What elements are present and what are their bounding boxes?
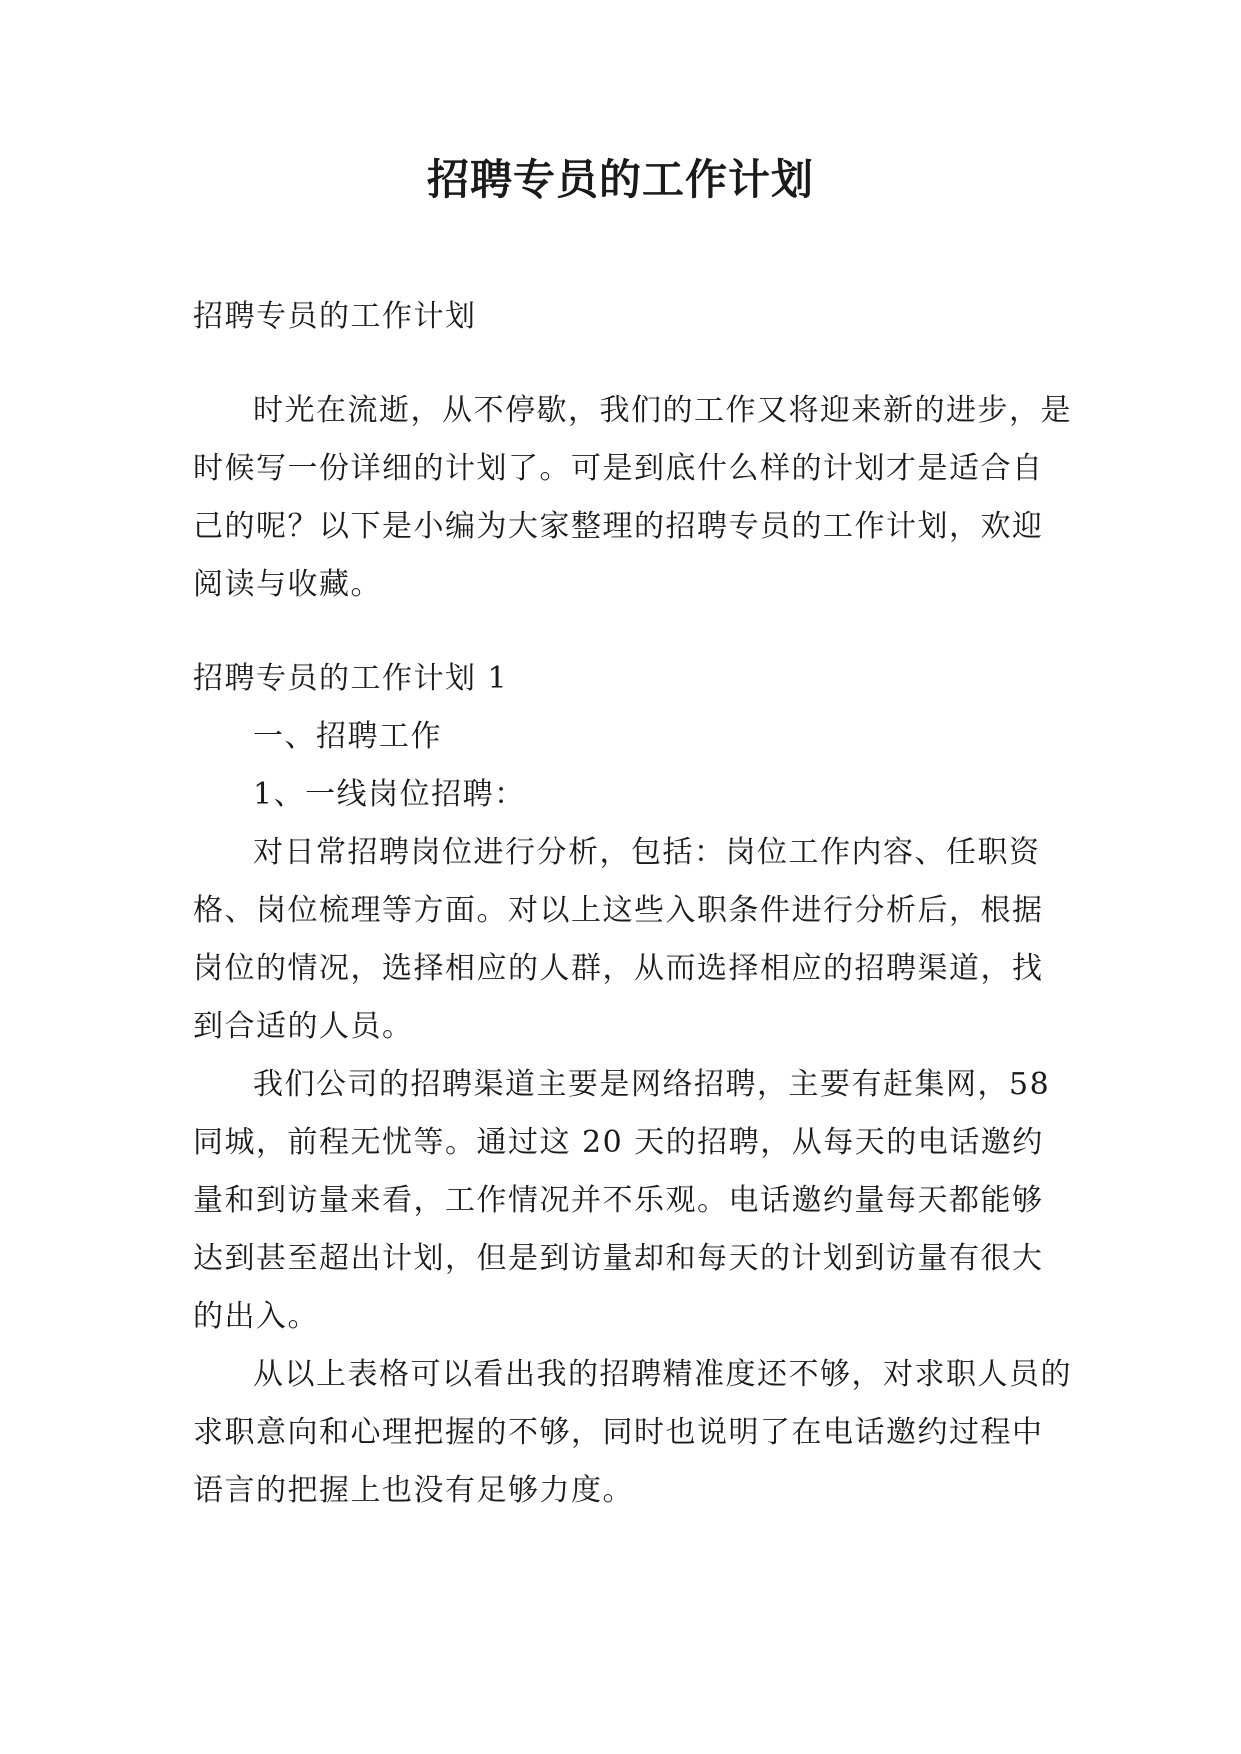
intro-paragraph: 时光在流逝，从不停歇，我们的工作又将迎来新的进步，是时候写一份详细的计划了。可是到底什么样的计划才是适合自己的呢？以下是小编为大家整理的招聘专员的工作计划，欢迎阅读与收藏。	[193, 393, 1072, 602]
section-heading: 一、招聘工作	[253, 719, 442, 754]
section-title: 招聘专员的工作计划 1	[193, 661, 509, 696]
subsection-heading: 1、一线岗位招聘：	[253, 777, 526, 812]
document-title: 招聘专员的工作计划	[426, 155, 814, 204]
body-paragraph: 对日常招聘岗位进行分析，包括：岗位工作内容、任职资格、岗位梳理等方面。对以上这些入职条件进行分析后，根据岗位的情况，选择相应的人群，从而选择相应的招聘渠道，找到合适的人员。	[193, 835, 1044, 1044]
body-paragraph: 我们公司的招聘渠道主要是网络招聘，主要有赶集网，58 同城，前程无忧等。通过这 20 天的招聘，从每天的电话邀约量和到访量来看，工作情况并不乐观。电话邀约量每天都能够达到甚至超出计划，但是到访量却和每天的计划到访量有很大的出入。	[193, 1067, 1051, 1334]
body-paragraph: 从以上表格可以看出我的招聘精准度还不够，对求职人员的求职意向和心理把握的不够，同时也说明了在电话邀约过程中语言的把握上也没有足够力度。	[193, 1357, 1072, 1508]
subtitle: 招聘专员的工作计划	[193, 299, 477, 334]
document-body	[193, 288, 1073, 1520]
